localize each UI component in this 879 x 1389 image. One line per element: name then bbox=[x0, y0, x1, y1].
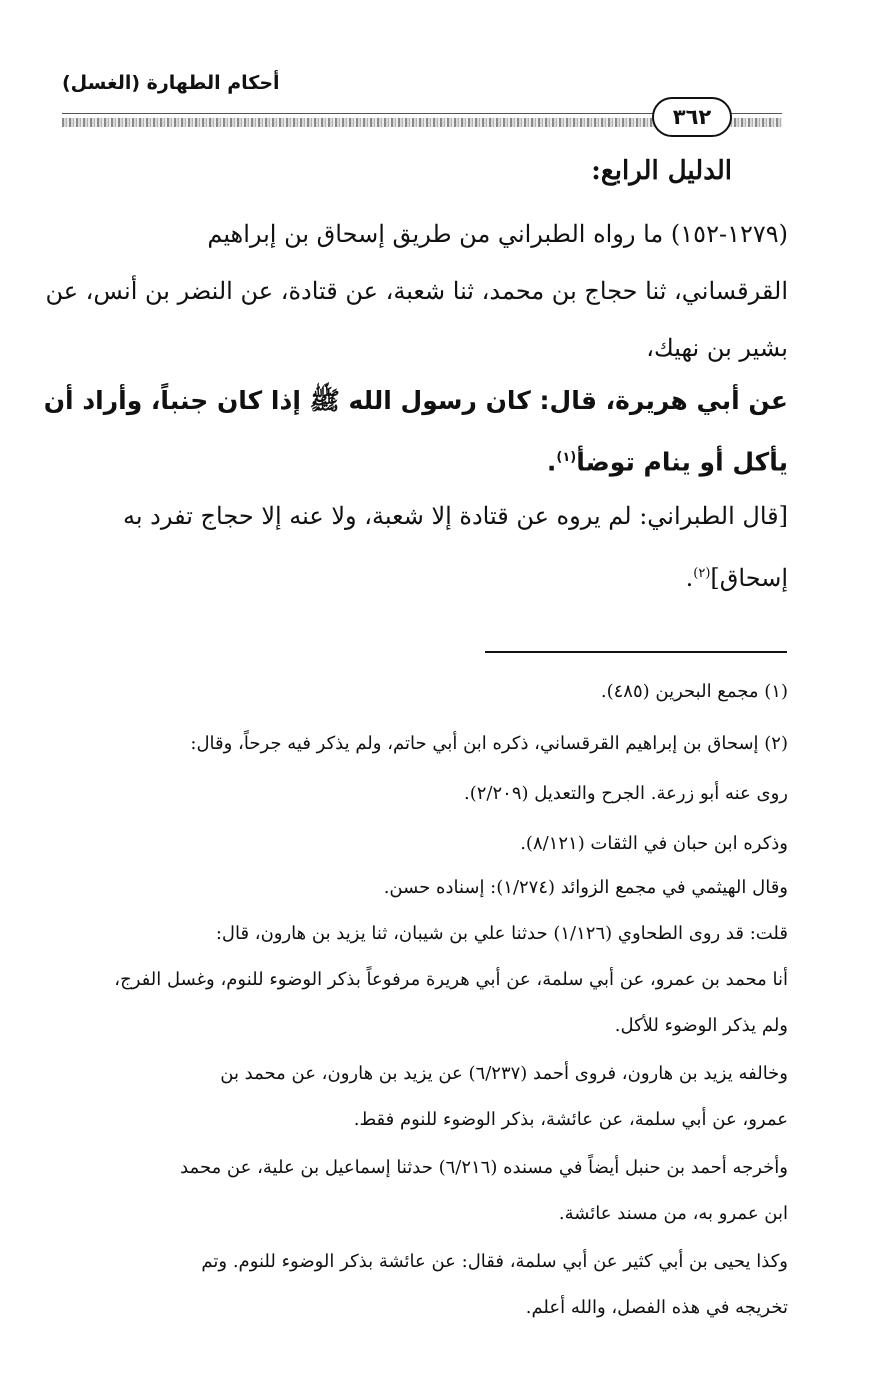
footnote-2-line: وذكره ابن حبان في الثقات (٨/١٢١). bbox=[520, 833, 788, 854]
isnad-line: (١٢٧٩-١٥٢) ما رواه الطبراني من طريق إسحاق بن إبراهيم bbox=[207, 220, 788, 248]
running-header-title: أحكام الطهارة (الغسل) bbox=[62, 72, 280, 94]
footnote-2-line: قلت: قد روى الطحاوي (١/١٢٦) حدثنا علي بن شيبان، ثنا يزيد بن هارون، قال: bbox=[215, 923, 788, 944]
footnote-2-line: وكذا يحيى بن أبي كثير عن أبي سلمة، فقال: عن عائشة بذكر الوضوء للنوم. وتم bbox=[201, 1251, 788, 1272]
hadith-line: يأكل أو ينام توضأ$^{(١)}$. bbox=[546, 447, 788, 477]
hadith-line-text: يأكل أو ينام توضأ bbox=[576, 447, 788, 477]
isnad-paragraph bbox=[45, 206, 788, 377]
footnote-2-line: تخريجه في هذه الفصل، والله أعلم. bbox=[525, 1297, 788, 1318]
footnote-divider bbox=[485, 651, 787, 653]
remark-line: [قال الطبراني: لم يروه عن قتادة إلا شعبة، ولا عنه إلا حجاج تفرد به bbox=[123, 502, 788, 530]
footnote-2-line: ولم يذكر الوضوء للأكل. bbox=[614, 1015, 788, 1036]
footnote-2-line: وقال الهيثمي في مجمع الزوائد (١/٢٧٤): إسناده حسن. bbox=[383, 877, 788, 898]
footnote-ref-1: (١) bbox=[556, 450, 577, 465]
tabarani-remark bbox=[68, 488, 788, 607]
footnote-2-line: وخالفه يزيد بن هارون، فروى أحمد (٦/٢٣٧) عن يزيد بن هارون، عن محمد بن bbox=[220, 1063, 788, 1084]
isnad-line: بشير بن نهيك، bbox=[646, 334, 788, 362]
remark-line: إسحاق]$^{(٢)}$. bbox=[685, 564, 788, 592]
hadith-text bbox=[43, 372, 788, 490]
footnote-2-line: وأخرجه أحمد بن حنبل أيضاً في مسنده (٦/٢١٦) حدثنا إسماعيل بن علية، عن محمد bbox=[180, 1157, 788, 1178]
page-number-badge: ٣٦٢ bbox=[652, 97, 732, 137]
isnad-line: القرقساني، ثنا حجاج بن محمد، ثنا شعبة، عن قتادة، عن النضر بن أنس، عن bbox=[45, 277, 788, 305]
hadith-line: عن أبي هريرة، قال: كان رسول الله ﷺ إذا كان جنباً، وأراد أن bbox=[43, 386, 788, 415]
remark-line-text: إسحاق] bbox=[710, 564, 788, 592]
footnote-2-line: روى عنه أبو زرعة. الجرح والتعديل (٢/٢٠٩). bbox=[464, 783, 788, 804]
footnote-1: (١) مجمع البحرين (٤٨٥). bbox=[600, 681, 788, 702]
footnote-2-line: عمرو، عن أبي سلمة، عن عائشة، بذكر الوضوء للنوم فقط. bbox=[353, 1109, 788, 1130]
footnote-2-line: أنا محمد بن عمرو، عن أبي سلمة، عن أبي هريرة مرفوعاً بذكر الوضوء للنوم، وغسل الفرج، bbox=[114, 969, 788, 990]
footnote-2-line: (٢) إسحاق بن إبراهيم القرقساني، ذكره ابن أبي حاتم، ولم يذكر فيه جرحاً، وقال: bbox=[190, 733, 788, 754]
section-heading: الدليل الرابع: bbox=[591, 156, 732, 186]
footnote-2-line: ابن عمرو به، من مسند عائشة. bbox=[558, 1203, 788, 1224]
footnote-ref-2: (٢) bbox=[693, 566, 711, 581]
